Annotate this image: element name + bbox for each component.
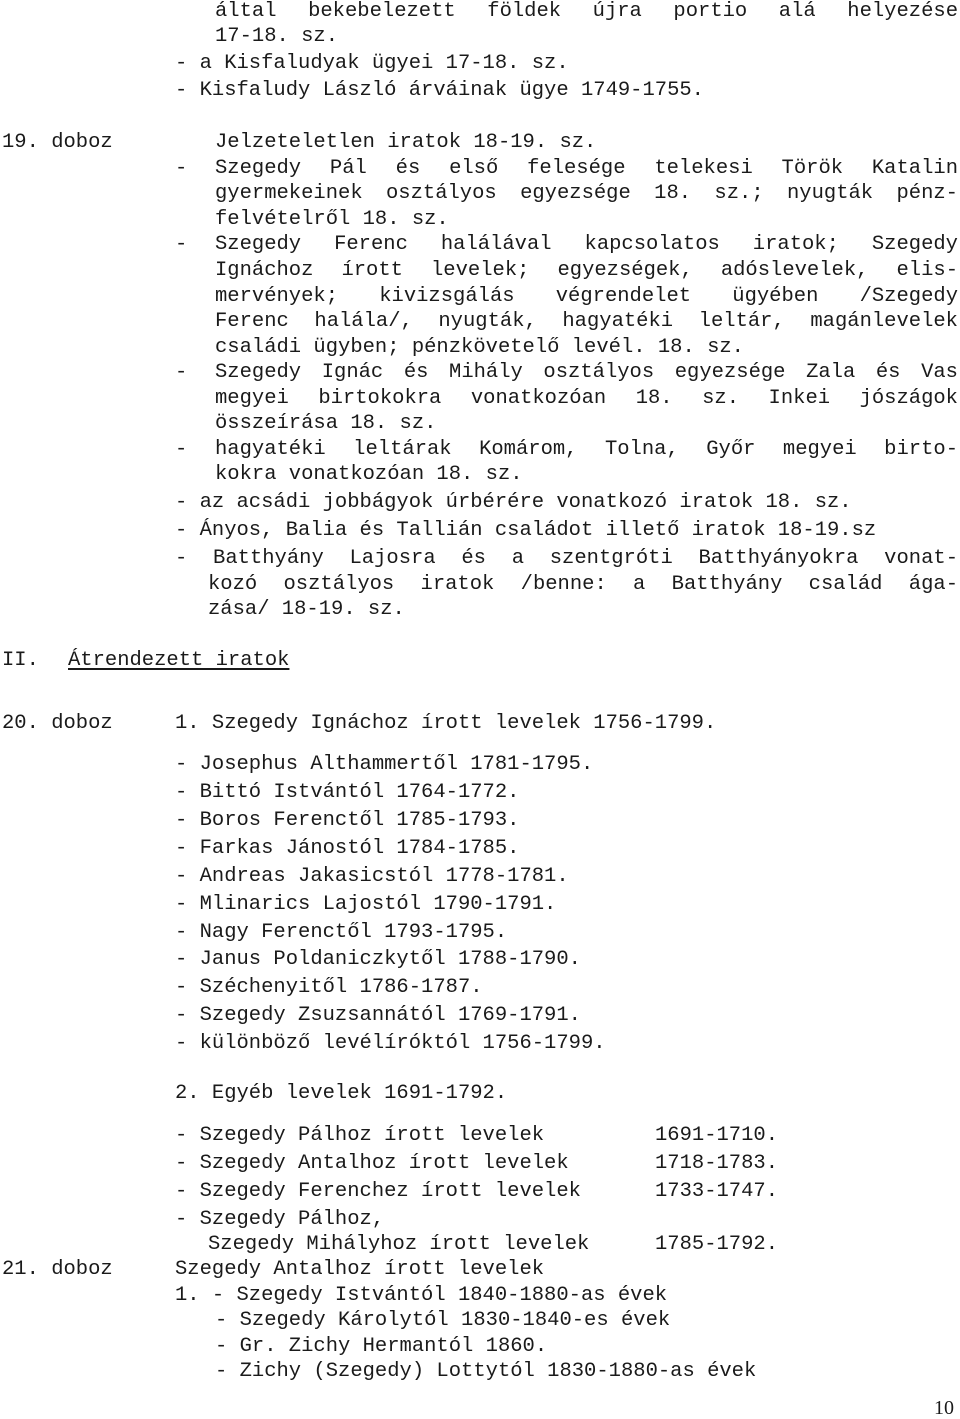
text-line: - Szegedy Antalhoz írott levelek	[175, 1152, 569, 1175]
text-line: 1785-1792.	[655, 1233, 779, 1256]
text-line: - Farkas Jánostól 1784-1785.	[175, 837, 520, 860]
text-line: - a Kisfaludyak ügyei 17-18. sz.	[175, 52, 569, 75]
text-line: 1733-1747.	[655, 1180, 779, 1203]
text-line: zása/ 18-19. sz.	[208, 598, 405, 621]
text-line: -	[175, 233, 188, 256]
text-line: 2. Egyéb levelek 1691-1792.	[175, 1082, 508, 1105]
text-line: - Bittó Istvántól 1764-1772.	[175, 781, 520, 804]
text-line: 1691-1710.	[655, 1124, 779, 1147]
text-line: - Ányos, Balia és Tallián családot illető iratok 18-19.sz	[175, 519, 877, 542]
text-line: - Széchenyitől 1786-1787.	[175, 976, 483, 999]
text-line: 19. doboz	[2, 131, 113, 154]
text-line: - Andreas Jakasicstól 1778-1781.	[175, 865, 569, 888]
text-line: II.	[2, 649, 39, 672]
text-line: által bekebelezett földek újra portio alá helyezése	[215, 0, 958, 23]
text-line: - Boros Ferenctől 1785-1793.	[175, 809, 520, 832]
text-line: felvételről 18. sz.	[215, 208, 449, 231]
text-line: 1. - Szegedy Istvántól 1840-1880-as évek	[175, 1284, 668, 1307]
text-line: - az acsádi jobbágyok úrbérére vonatkozó iratok 18. sz.	[175, 491, 852, 514]
text-line: - Kisfaludy László árváinak ügye 1749-1755.	[175, 79, 704, 102]
text-line: mervények; kivizsgálás végrendelet ügyében /Szegedy	[215, 285, 958, 308]
text-line: - különböző levélíróktól 1756-1799.	[175, 1032, 606, 1055]
text-line: - Szegedy Zsuzsannától 1769-1791.	[175, 1004, 581, 1027]
text-line: gyermekeinek osztályos egyezsége 18. sz.; nyugták pénz-	[215, 182, 958, 205]
text-line: - Zichy (Szegedy) Lottytól 1830-1880-as évek	[215, 1360, 757, 1383]
text-line: Szegedy Ferenc halálával kapcsolatos iratok; Szegedy	[215, 233, 958, 256]
text-line: Szegedy Pál és első felesége telekesi Török Katalin	[215, 157, 958, 180]
text-line: Szegedy Mihályhoz írott levelek	[208, 1233, 590, 1256]
text-line: kozó osztályos iratok /benne: a Batthyány család ága-	[208, 573, 958, 596]
text-line: - Szegedy Pálhoz,	[175, 1208, 385, 1231]
text-line: - Szegedy Károlytól 1830-1840-es évek	[215, 1309, 671, 1332]
text-line: - Szegedy Pálhoz írott levelek	[175, 1124, 545, 1147]
text-line: hagyatéki leltárak Komárom, Tolna, Győr megyei birto-	[215, 438, 958, 461]
text-line: Ferenc halála/, nyugták, hagyatéki leltár, magánlevelek	[215, 310, 958, 333]
text-line: Szegedy Ignác és Mihály osztályos egyezsége Zala és Vas	[215, 361, 958, 384]
text-line: családi ügyben; pénzkövetelő levél. 18. sz.	[215, 336, 744, 359]
text-line: 1718-1783.	[655, 1152, 779, 1175]
text-line: - Mlinarics Lajostól 1790-1791.	[175, 893, 557, 916]
text-line: 17-18. sz.	[215, 25, 339, 48]
text-line: -	[175, 361, 188, 384]
text-line: - Batthyány Lajosra és a szentgróti Batthyányokra vonat-	[175, 547, 958, 570]
text-line: összeírása 18. sz.	[215, 412, 437, 435]
text-line: - Josephus Althammertől 1781-1795.	[175, 753, 594, 776]
text-line: Ignáchoz írott levelek; egyezségek, adóslevelek, elis-	[215, 259, 958, 282]
text-line: - Janus Poldaniczkytől 1788-1790.	[175, 948, 581, 971]
page-number: 10	[934, 1397, 954, 1419]
text-line: 1. Szegedy Ignáchoz írott levelek 1756-1799.	[175, 712, 717, 735]
text-line: Jelzeteletlen iratok 18-19. sz.	[215, 131, 597, 154]
text-line: - Szegedy Ferenchez írott levelek	[175, 1180, 581, 1203]
text-line: Szegedy Antalhoz írott levelek	[175, 1258, 545, 1281]
text-line: - Nagy Ferenctől 1793-1795.	[175, 921, 508, 944]
section-heading: Átrendezett iratok	[68, 649, 290, 672]
text-line: 21. doboz	[2, 1258, 113, 1281]
text-line: - Gr. Zichy Hermantól 1860.	[215, 1335, 548, 1358]
text-line: 20. doboz	[2, 712, 113, 735]
text-line: megyei birtokokra vonatkozóan 18. sz. Inkei jószágok	[215, 387, 958, 410]
text-line: kokra vonatkozóan 18. sz.	[215, 463, 523, 486]
text-line: -	[175, 157, 188, 180]
text-line: -	[175, 438, 188, 461]
